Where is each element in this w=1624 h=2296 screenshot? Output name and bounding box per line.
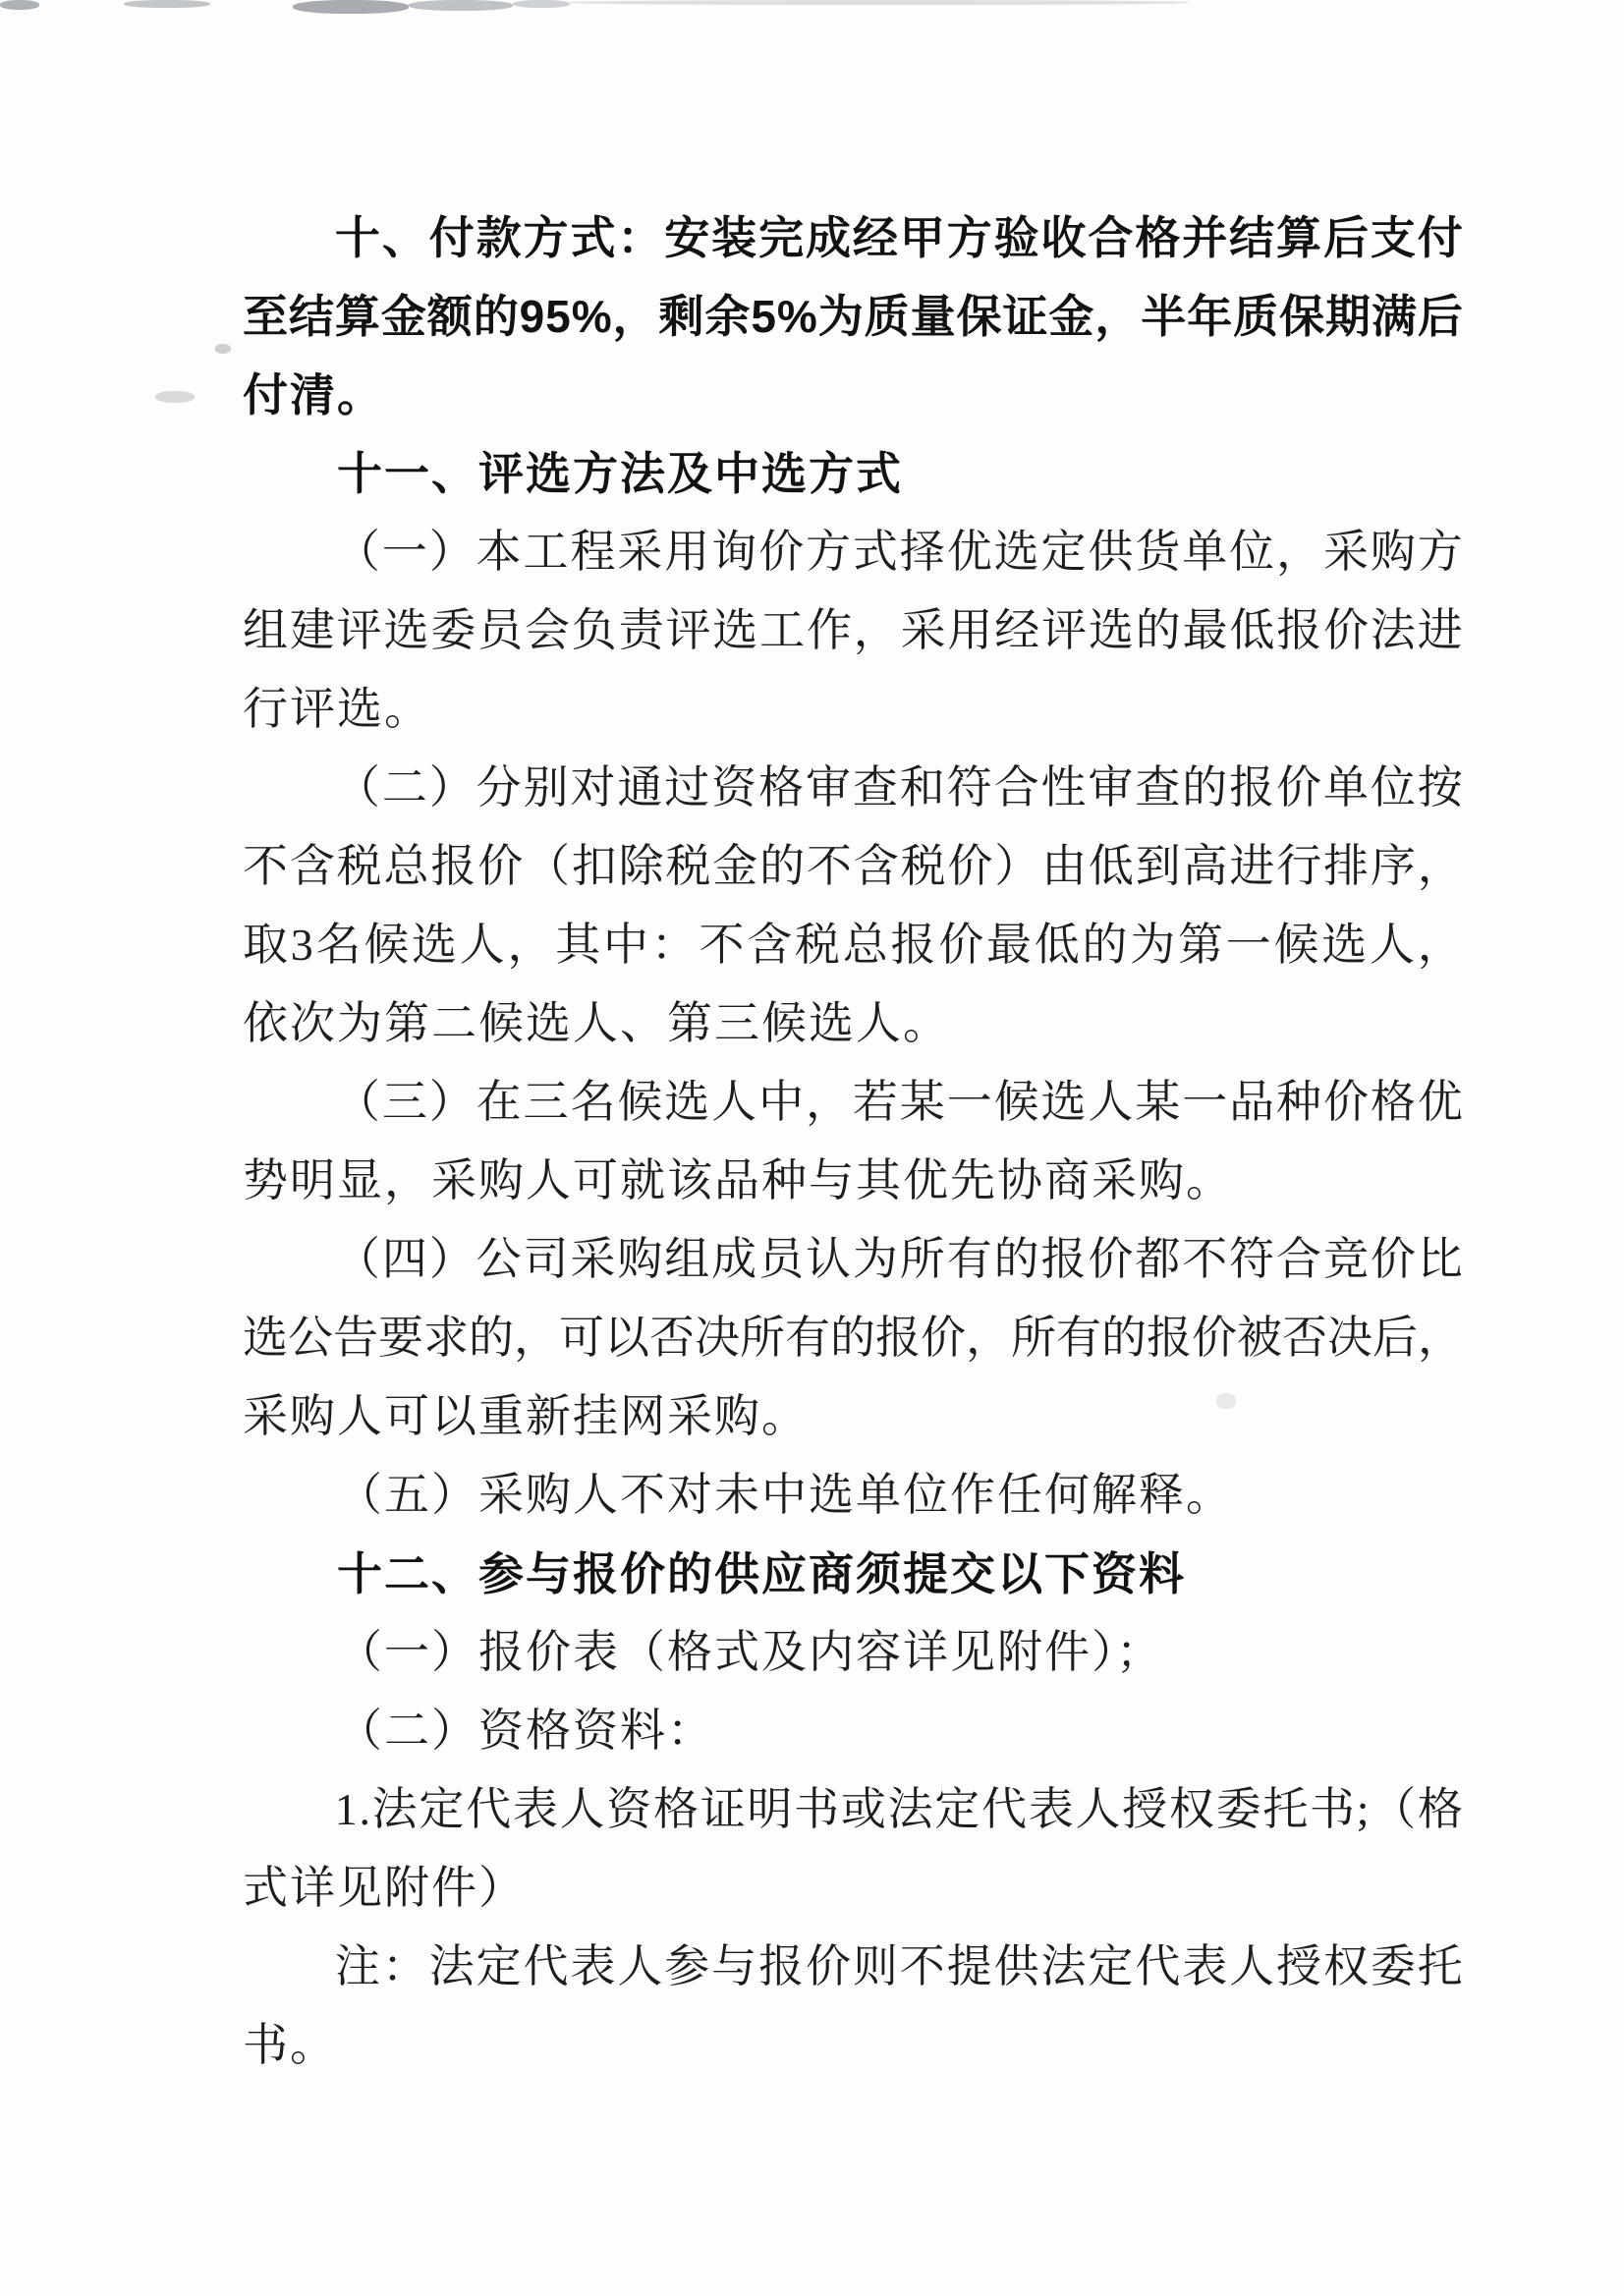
text-line: （二）资格资料：: [337, 1706, 714, 1756]
paragraph-indent: [243, 1810, 333, 1811]
text-line: （五）采购人不对未中选单位作任何解释。: [337, 1470, 1233, 1520]
scan-artifact: [0, 0, 39, 10]
scan-artifact: [124, 0, 210, 8]
text-line: （ 三 ） 在 三 名 候 选 人 中 ， 若 某 一 候 选 人 某 一 品 种 价 格 优: [243, 1063, 1463, 1142]
scan-artifact: [570, 0, 1189, 5]
text-line: 十二、参与报价的供应商须提交以下资料: [337, 1548, 1186, 1599]
paragraph-indent: [243, 1102, 333, 1103]
text-line: 势明显，采购人可就该品种与其优先协商采购。: [243, 1155, 1233, 1205]
scan-artifact: [155, 391, 195, 403]
text-line: 组 建 评 选 委 员 会 负 责 评 选 工 作 ， 采 用 经 评 选 的 最 低 报 价 法 进: [243, 605, 1463, 655]
text-line: 采购人可以重新挂网采购。: [243, 1391, 809, 1441]
text-line: （ 一 ） 本 工 程 采 用 询 价 方 式 择 优 选 定 供 货 单 位 ， 采 购 方: [243, 513, 1463, 591]
text-line: 注 ： 法 定 代 表 人 参 与 报 价 则 不 提 供 法 定 代 表 人 授 权 委 托: [243, 1928, 1463, 2006]
text-line: （一）报价表（格式及内容详见附件）；: [337, 1627, 1163, 1677]
document-body: [243, 198, 1463, 2085]
text-line: 不 含 税 总 报 价 （ 扣 除 税 金 的 不 含 税 价 ） 由 低 到 高 进 行 排 序 ，: [243, 841, 1463, 891]
scan-artifact: [409, 0, 513, 11]
text-line: 依次为第二候选人、第三候选人。: [243, 998, 950, 1048]
paragraph-indent: [243, 788, 333, 789]
paragraph-indent: [243, 1967, 333, 1968]
text-line: 书。: [243, 2020, 337, 2070]
scan-artifact: [215, 344, 231, 354]
text-line: 行评选。: [243, 684, 431, 734]
scan-artifact: [513, 0, 570, 8]
paragraph-indent: [243, 238, 333, 239]
paragraph-indent: [243, 552, 333, 553]
text-line: （ 四 ） 公 司 采 购 组 成 员 认 为 所 有 的 报 价 都 不 符 合 竞 价 比: [243, 1220, 1463, 1299]
text-line: 式详见附件）: [243, 1863, 526, 1913]
text-line: 选 公 告 要 求 的 ， 可 以 否 决 所 有 的 报 价 ， 所 有 的 报 价 被 否 决 后 ，: [243, 1313, 1463, 1363]
text-line: 十 、 付 款 方 式 ： 安 装 完 成 经 甲 方 验 收 合 格 并 结 算 后 支 付: [243, 198, 1463, 277]
scan-artifact: [293, 0, 409, 14]
text-line: 1 . 法 定 代 表 人 资 格 证 明 书 或 法 定 代 表 人 授 权 委 托 书 ; （ 格: [243, 1770, 1463, 1849]
text-line: 至 结 算 金 额 的 9 5 % ， 剩 余 5 % 为 质 量 保 证 金 ， 半 年 质 保 期 满 后: [243, 291, 1463, 342]
text-line: 付清。: [243, 369, 384, 420]
text-line: （ 二 ） 分 别 对 通 过 资 格 审 查 和 符 合 性 审 查 的 报 价 单 位 按: [243, 749, 1463, 827]
text-line: 十一、评选方法及中选方式: [337, 448, 903, 499]
text-line: 取 3 名 候 选 人 ， 其 中 ： 不 含 税 总 报 价 最 低 的 为 第 一 候 选 人 ，: [243, 920, 1463, 970]
